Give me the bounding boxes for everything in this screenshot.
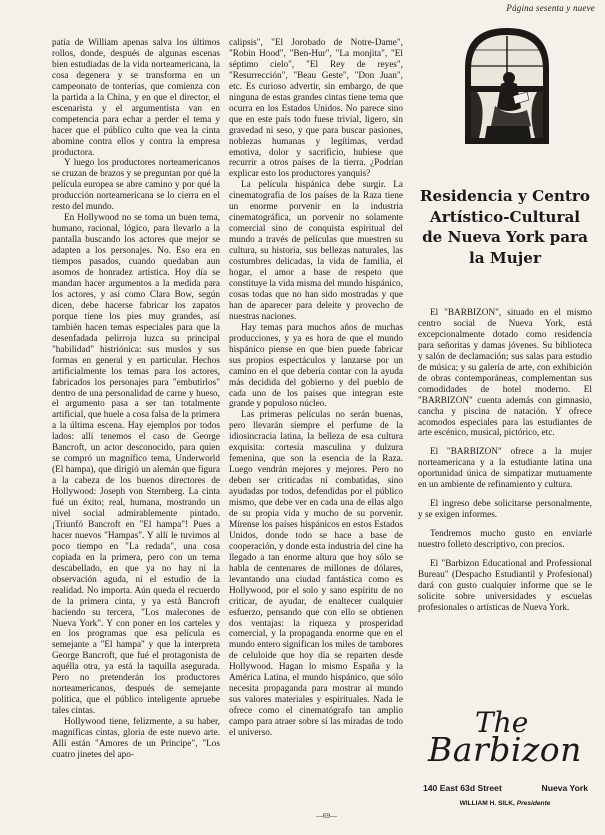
paragraph: calipsis", "El Jorobado de Notre-Dame", "Robin Hood", "Ben-Hur", "La monjita", "El séptimo cielo", "El Rey de reyes", "Resurrección", "Beau Geste", "Don Juan", etc. Es curioso advertir, sin embargo, de que ninguna de estas grandes cintas tiene tema que ocurra en los Estados Unidos. No parece sino que en este país todo fuese trivial, ligero, sin gravedad ni seso, y que para buscar pasiones, noblezas humanas y legítimas, verdad emotiva, dolor y sacrificio, hubiese que recurrir a otros países de la tierra. ¿Podrían explicar esto los productores yanquis?	[229, 38, 403, 180]
ad-heading-line: la Mujer	[469, 248, 541, 267]
ad-paragraph: El "Barbizon Educational and Professional Bureau" (Despacho Estudiantil y Profesional) dará con gusto cualquier informe que se le solicite sobre universidades y escuelas profesionales o artísticas de Nueva York.	[418, 559, 592, 613]
article-column-middle	[229, 38, 403, 739]
page-number: —69—	[316, 812, 337, 820]
ad-paragraph: El ingreso debe solicitarse personalmente, y se exigen informes.	[418, 499, 592, 521]
article-column-left	[52, 38, 220, 761]
ad-heading	[415, 186, 595, 268]
ad-body	[418, 308, 592, 622]
ad-paragraph: El "BARBIZON", situado en el mismo centro social de Nueva York, está excepcionalmente dotado como residencia para señoritas y damas jóvenes. Su biblioteca y salón de declamación; sus salas para estudio de música; y su galería de arte, con exhibición de obras contemporáneas, complementan sus comodidades de hotel moderno. El "BARBIZON" cuenta además con gimnasio, cancha y piscina de natación. Y ofrece acomodos especiales para las estudiantes de arte escénico, musical, pictórico, etc.	[418, 308, 592, 439]
ad-paragraph: El "BARBIZON" ofrece a la mujer norteamericana y a la estudiante latina una oportunidad única de simpatizar mutuamente en un ambiente de refinamiento y cultura.	[418, 447, 592, 491]
paragraph: Las primeras películas no serán buenas, pero llevarán siempre el perfume de la idiosincracia latina, la belleza de esa cultura exquisita: cortesía masculina y dulzura femenina, que son la esencia de la Raza. Luego vendrán mejores y mejores. Pero no deben ser criticadas ni combatidas, sino ayudadas por todos, defendidas por el público mismo, que debe ver en cada una de ellas algo de su propia vida y mucho de su porvenir. Mírense los países hispánicos en estos Estados Unidos, donde todo se hace a base de cooperación, y donde esta industria del cine ha llegado a tan enorme altura que hoy sólo se habla de centenares de millones de dólares, levantando una ciudad fantástica como es Hollywood, por el solo y sano espíritu de no criticar, de ayudar, de enaltecer cualquier esfuerzo, pensando que con ello se obtienen dos ventajas: la riqueza y prosperidad comercial, y la propaganda enorme que en el mundo entero significan los miles de tambores de celuloide que hoy día se reparten desde Hollywood. Hagan lo mismo España y la América Latina, el mundo hispánico, que sólo necesita propaganda para mostrar al mundo sus valores materiales y espirituales. Nada le ofrece como el cinematógrafo tan amplio campo para atraer sobre sí las miradas de todo el universo.	[229, 410, 403, 739]
ad-address	[423, 783, 588, 793]
paragraph: Hollywood tiene, felizmente, a su haber, magníficas cintas, gloria de este nuevo arte. Allí están "Amores de un Príncipe", "Los cuatro jinetes del apo-	[52, 717, 220, 760]
ad-heading-line: de Nueva York para	[422, 228, 588, 246]
ad-signature	[415, 800, 595, 807]
paragraph: patía de William apenas salva los últimos rollos, donde, después de algunas escenas bien estudiadas de la vida norteamericana, la cosa degenera y se transforma en un campeonato de tonterías, que comienza con la partida a la China, y en que el director, el escenarista y el argumentista van en competencia para echar a perder el tema y hacer que el público culto que vea la cinta abomine contra ellos y contra la empresa productora.	[52, 38, 220, 158]
running-head: Página sesenta y nueve	[506, 3, 595, 13]
paragraph: La película hispánica debe surgir. La cinematografía de los países de la Raza tiene un enorme porvenir en la industria cinematográfica, un porvenir no solamente comercial sino de conquista espiritual del mundo a través de películas que muestren su cultura, su historia, sus bellezas naturales, las costumbres delicadas, la vida de familia, el hogar, el amor a base de respeto que constituye la vida misma del mundo hispánico, cosas todas que no han sido mostradas y que han de aparecer para deleite y provecho de nuestras naciones.	[229, 180, 403, 322]
paragraph: Y luego los productores norteamericanos se cruzan de brazos y se preguntan por qué la película europea se abre camino y por qué la producción norteamericana se lo cierra en el resto del mundo.	[52, 158, 220, 213]
paragraph: En Hollywood no se toma un buen tema, humano, racional, lógico, para llevarlo a la pantalla buscando los actores que mejor se adapten a los personajes. No. Eso era en tiempos pasados, cuando quedaban aun asomos de honradez artística. Hoy día se mandan hacer argumentos a la medida para los actores, y así como Clara Bow, según dicen, debe hacerse fabricar los zapatos porque tiene los pies muy grandes, así también hacen temas especiales para que la desenfadada pelirroja luzca su principal "habilidad" histriónica: sus muslos y sus formas en general y en particular. Hechos artificialmente los temas para los actores, fabricados los personajes para "embutirlos" dentro de una personalidad de carne y hueso, el argumento pasa a ser tan totalmente artificial, que huele a cosa falsa de la primera a la última escena. Hay ejemplos por todos lados: allí tenemos el caso de George Bancroft, un actor desconocido, para quien se compró un magnífico tema, Underworld (El hampa), que dirigió un alemán que figura a la cabeza de los buenos directores de Hollywood: Joseph von Sternberg. La cinta fué un éxito; real, humana, mostrando un nivel social admirablemente pintado. ¡Triunfó Bancroft en "El hampa"! Pues a hacer nuevos "Hampas". Y allí le tuvimos al poco tiempo en "La redada", una cosa copiada en la primera, pero con un tema descabellado, en que ya no hay ni la observación aguda, ni el estudio de la realidad. No importa. Aún queda el recuerdo de la primera cinta, y ya está Bancroft haciendo su tercera, "Los malecones de Nueva York". Y con poner en los carteles y en los programas que esa película es semejante a "El hampa" y que la interpreta George Bancroft, que fué el protagonista de aquélla otra, ya está la taquilla asegurada. Pero no pretenderán los productores norteamericanos, después de semejante política, que el público inteligente apruebe tales cintas.	[52, 213, 220, 717]
barbizon-logo	[415, 706, 595, 776]
barbizon-advertisement	[415, 18, 595, 818]
signature-name: WILLIAM H. SILK,	[459, 800, 515, 807]
street-address: 140 East 63d Street	[423, 783, 502, 793]
logo-name: Barbizon	[428, 730, 582, 769]
city: Nueva York	[541, 783, 588, 793]
signature-title: Presidente	[516, 800, 551, 807]
logo-the: The	[475, 706, 529, 739]
paragraph: Hay temas para muchos años de muchas producciones, y ya es hora de que el mundo hispánico piense en que bien puede fabricar sus propios espectáculos y lanzarse por un camino en el que debería contar con la ayuda más decidida del gobierno y del pueblo de cada uno de los países que integran este grande y populoso núcleo.	[229, 322, 403, 410]
ad-heading-line: Residencia y Centro	[419, 187, 591, 205]
ad-paragraph: Tendremos mucho gusto en enviarle nuestro folleto descriptivo, con precios.	[418, 529, 592, 551]
ad-heading-line: Artístico-Cultural	[429, 207, 581, 226]
woman-reading-at-window-illustration	[457, 26, 557, 144]
